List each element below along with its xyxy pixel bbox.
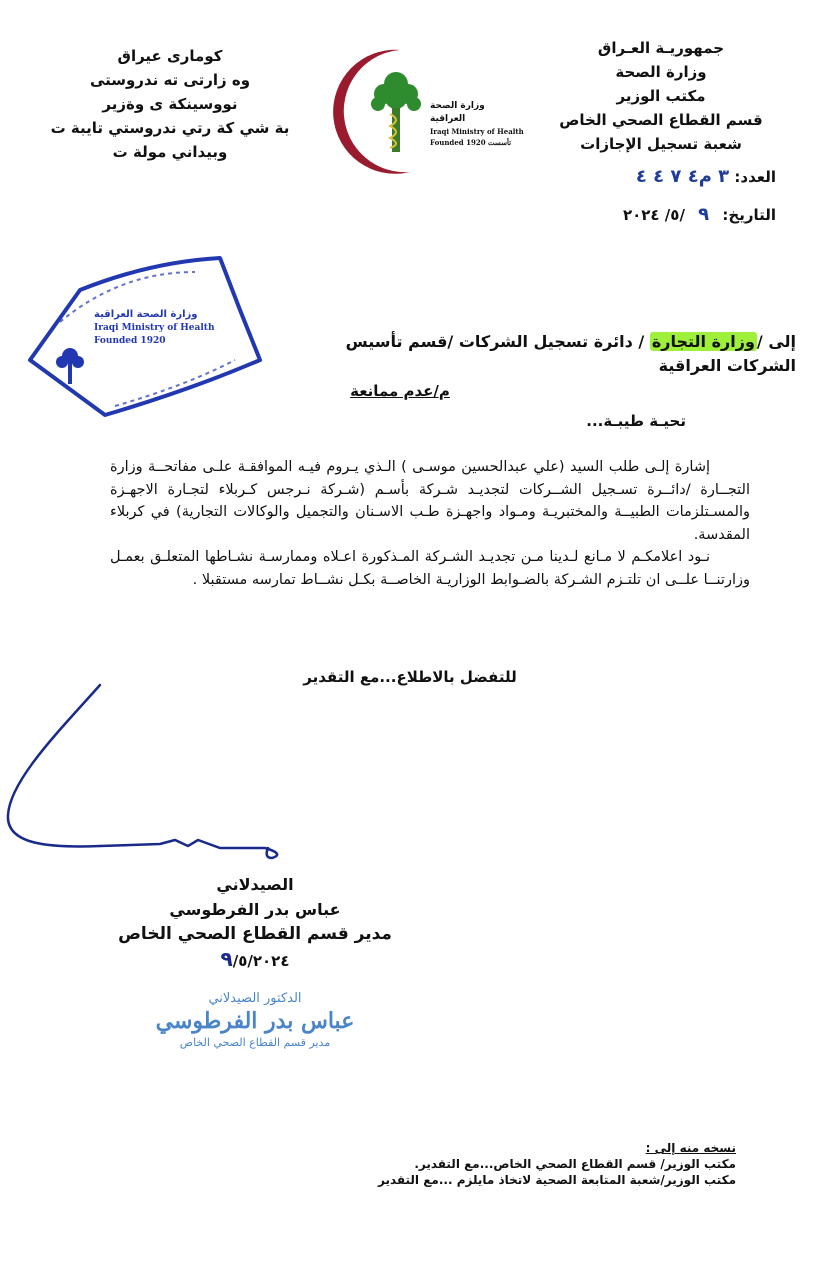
stamp-founded: Founded 1920: [94, 336, 166, 346]
stamp-tree-icon: [56, 348, 84, 384]
header-arabic: [526, 36, 796, 156]
body-paragraph: نـود اعلامكـم لا مـانع لـدينا مـن تجديـد الشـركة المـذكورة اعـلاه وممارسـة نشـاطها المتعلـق بعمـل وزارتنــا علــى ان تلتـزم الشـركة بالضـوابط الوزاريـة الخاصــة بكـل نشــاط تمارسه مستقبلا .: [110, 549, 750, 588]
subject-line: م/عدم ممانعة: [350, 382, 450, 400]
reference-date: [536, 204, 776, 225]
seal-line-position: مدير قسم القطاع الصحي الخاص: [179, 1036, 331, 1049]
header-line-country: كوماری عيراق: [117, 47, 223, 65]
header-line-department: بة شي كة رتي ندروستي تايبة ت: [50, 119, 290, 137]
date-day: ٩: [698, 204, 710, 225]
ministry-logo: [340, 44, 524, 179]
signatory-name: عباس بدر الفرطوسي: [169, 900, 341, 919]
signature-date-rest: /٥/٢٠٢٤: [232, 952, 290, 970]
header-line-section: شعبة تسجيل الإجازات: [580, 135, 742, 153]
stamp-english: Iraqi Ministry of Health: [94, 323, 215, 333]
seal-line-title: الدكتور الصيدلاني: [208, 991, 302, 1006]
handwritten-signature-icon: [0, 680, 100, 870]
seal-line-name: عباس بدر الفرطوسي: [155, 1008, 355, 1034]
stamp-arabic: وزارة الصحة العراقية: [94, 309, 198, 320]
logo-english-name: Iraqi Ministry of Health: [430, 127, 524, 136]
closing-line: للتفضل بالاطلاع...مع التقدير: [303, 668, 517, 686]
addressee-rest: / دائرة تسجيل الشركات /قسم تأسيس الشركات العراقية: [345, 332, 796, 375]
header-line-country: جمهوريـة العـراق: [597, 39, 725, 57]
header-line-office: مكتب الوزير: [616, 87, 706, 105]
palm-tree-icon: [371, 72, 421, 152]
header-kurdish: [40, 44, 300, 164]
signature-flourish-icon: [100, 830, 300, 870]
addressee-line: [296, 330, 796, 378]
signatory-position: مدير قسم القطاع الصحي الخاص: [118, 924, 392, 944]
seal-stamp: [130, 990, 380, 1050]
date-label: التاريخ:: [722, 206, 776, 224]
cc-item: مكتب الوزير/ قسم القطاع الصحي الخاص...مع التقدير.: [414, 1157, 736, 1171]
header-line-section: وبيداني مولة ت: [112, 143, 228, 161]
reference-number: [536, 166, 776, 187]
date-rest: /٥/ ٢٠٢٤: [622, 206, 685, 224]
signature-block: [100, 872, 410, 974]
logo-emblem-icon: [340, 44, 430, 179]
logo-founded: Founded 1920: [430, 138, 486, 147]
cc-title: نسخه منه إلى :: [645, 1141, 736, 1155]
ministry-stamp: [20, 250, 270, 420]
addressee-prefix: إلى /: [756, 332, 796, 351]
addressee-highlighted: وزارة التجارة: [651, 332, 755, 351]
logo-arabic-name: وزارة الصحة العراقية: [430, 101, 485, 124]
greeting: تحيـة طيبـة...: [586, 412, 686, 430]
logo-founded-ar: تأسست: [488, 138, 512, 147]
body-paragraph: إشارة إلـى طلب السيد (علي عبدالحسين موسـى ) الـذي يـروم فيـه الموافقـة علـى مفاتحــة وزارة التجــارة /دائــرة تسـجيل الشــركات لتجديـد شـركة بأسـم (شـركة نـرجس كـربلاء لتجـارة الاجهـزة والمسـتلزمات الطبيــة والمختبريـة ومـواد واجهـزة طـب الاسـنان والتجميل والوكالات التجارية) في كربلاء المقدسة.: [110, 459, 750, 543]
cc-list: [378, 1140, 736, 1188]
header-line-department: قسم القطاع الصحي الخاص: [559, 111, 763, 129]
letter-body: [110, 456, 750, 591]
signature-date: [100, 947, 410, 974]
number-value: ٣ م٤ ٧ ٤ ٤: [635, 166, 730, 187]
header-line-ministry: وزارة الصحة: [615, 63, 707, 81]
cc-item: مكتب الوزير/شعبة المتابعة الصحية لاتخاذ مايلزم ...مع التقدير: [377, 1173, 736, 1187]
signature-date-day: ٩: [220, 947, 233, 971]
header-line-ministry: وه زارتی ته ندروستی: [89, 71, 251, 89]
header-line-office: نووسينكة ی وةزير: [102, 95, 238, 113]
signatory-title: الصيدلاني: [216, 875, 294, 894]
number-label: العدد:: [734, 168, 776, 186]
